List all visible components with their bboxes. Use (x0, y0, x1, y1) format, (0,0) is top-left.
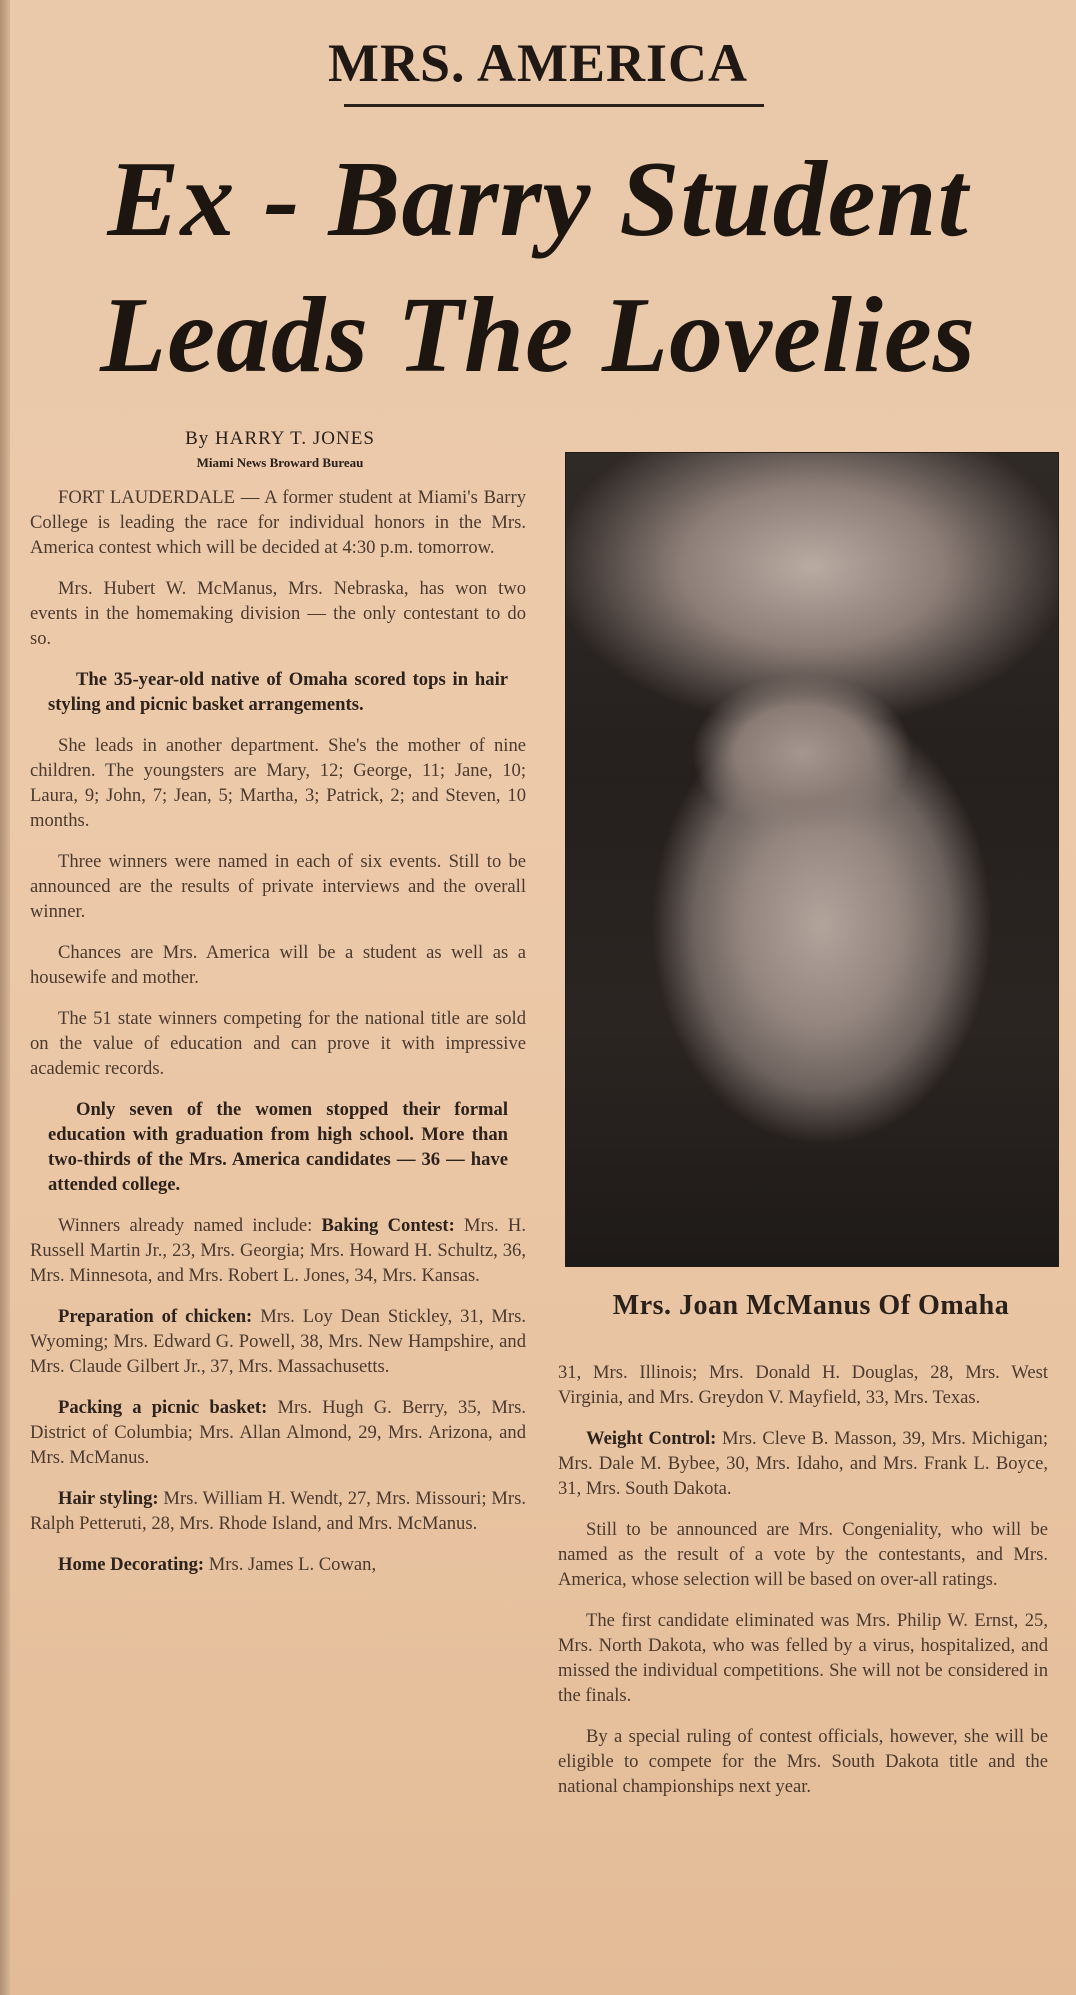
event-winners: Mrs. H. Russell Martin Jr., 23, Mrs. Georgia; Mrs. Howard H. Schultz, 36, Mrs. Minnesota, and Mrs. Robert L. Jones, 34, Mrs. Kansas. (30, 1215, 526, 1286)
paragraph: By a special ruling of contest officials, however, she will be eligible to compete for the Mrs. South Dakota title and the national championships next year. (558, 1726, 1048, 1797)
event-winners: Mrs. William H. Wendt, 27, Mrs. Missouri; Mrs. Ralph Petteruti, 28, Mrs. Rhode Island, and Mrs. McManus. (30, 1488, 526, 1534)
event-label: Weight Control: (586, 1428, 717, 1449)
event-label: Packing a picnic basket: (58, 1397, 268, 1418)
paragraph-event (30, 1552, 526, 1577)
paragraph: Mrs. Hubert W. McManus, Mrs. Nebraska, has won two events in the homemaking division — the only contestant to do so. (30, 578, 526, 649)
event-label: Home Decorating: (58, 1554, 205, 1575)
paragraph-event (30, 1304, 526, 1379)
paragraph: 31, Mrs. Illinois; Mrs. Donald H. Douglas, 28, Mrs. West Virginia, and Mrs. Greydon V. Mayfield, 33, Mrs. Texas. (558, 1362, 1048, 1408)
paragraph-bold: The 35-year-old native of Omaha scored tops in hair styling and picnic basket arrangements. (48, 669, 508, 715)
paragraph: FORT LAUDERDALE — A former student at Miami's Barry College is leading the race for individual honors in the Mrs. America contest which will be decided at 4:30 p.m. tomorrow. (30, 487, 526, 558)
event-winners: Mrs. Cleve B. Masson, 39, Mrs. Michigan; Mrs. Dale M. Bybee, 30, Mrs. Idaho, and Mrs. Frank L. Boyce, 31, Mrs. South Dakota. (558, 1428, 1048, 1499)
headline-line-1: Ex - Barry Student (107, 140, 969, 259)
article-column-right (558, 1360, 1048, 1815)
paragraph: Still to be announced are Mrs. Congeniality, who will be named as the result of a vote by the contestants, and Mrs. America, whose selection will be based on over-all ratings. (558, 1519, 1048, 1590)
paragraph: Chances are Mrs. America will be a student as well as a housewife and mother. (30, 942, 526, 988)
paragraph-event (558, 1426, 1048, 1501)
event-winners: Mrs. Loy Dean Stickley, 31, Mrs. Wyoming; Mrs. Edward G. Powell, 38, Mrs. New Hampshire, and Mrs. Claude Gilbert Jr., 37, Mrs. Massachusetts. (30, 1306, 526, 1377)
event-winners: Mrs. Hugh G. Berry, 35, Mrs. District of Columbia; Mrs. Allan Almond, 29, Mrs. Arizona, and Mrs. McManus. (30, 1397, 526, 1468)
event-label: Baking Contest: (321, 1215, 455, 1236)
paragraph: She leads in another department. She's the mother of nine children. The youngsters are Mary, 12; George, 11; Jane, 10; Laura, 9; John, 7; Jean, 5; Martha, 3; Patrick, 2; and Steven, 10 months. (30, 735, 526, 831)
event-winners: Mrs. James L. Cowan, (204, 1554, 377, 1575)
photo-caption: Mrs. Joan McManus Of Omaha (612, 1290, 1010, 1321)
event-label: Preparation of chicken: (58, 1306, 253, 1327)
paragraph-bold: Only seven of the women stopped their formal education with graduation from high school. More than two-thirds of the Mrs. America candidates — 36 — have attended college. (48, 1099, 508, 1195)
paragraph: The 51 state winners competing for the national title are sold on the value of education and can prove it with impressive academic records. (30, 1008, 526, 1079)
portrait-photo (565, 452, 1059, 1267)
paragraph-event (30, 1395, 526, 1470)
headline-line-2: Leads The Lovelies (100, 276, 976, 395)
byline: By HARRY T. JONES (185, 428, 375, 449)
paragraph: The first candidate eliminated was Mrs. Philip W. Ernst, 25, Mrs. North Dakota, who was felled by a virus, hospitalized, and missed the individual competitions. She will not be considered in the finals. (558, 1610, 1048, 1706)
event-label: Hair styling: (58, 1488, 159, 1509)
article-column-left (30, 485, 526, 1593)
paragraph: Three winners were named in each of six events. Still to be announced are the results of private interviews and the overall winner. (30, 851, 526, 922)
paragraph-winners (30, 1213, 526, 1288)
section-kicker: MRS. AMERICA (327, 33, 748, 93)
kicker-rule (344, 104, 764, 107)
winners-lead: Winners already named include: (58, 1215, 322, 1236)
paragraph-event (30, 1486, 526, 1536)
bureau-credit: Miami News Broward Bureau (196, 455, 364, 470)
